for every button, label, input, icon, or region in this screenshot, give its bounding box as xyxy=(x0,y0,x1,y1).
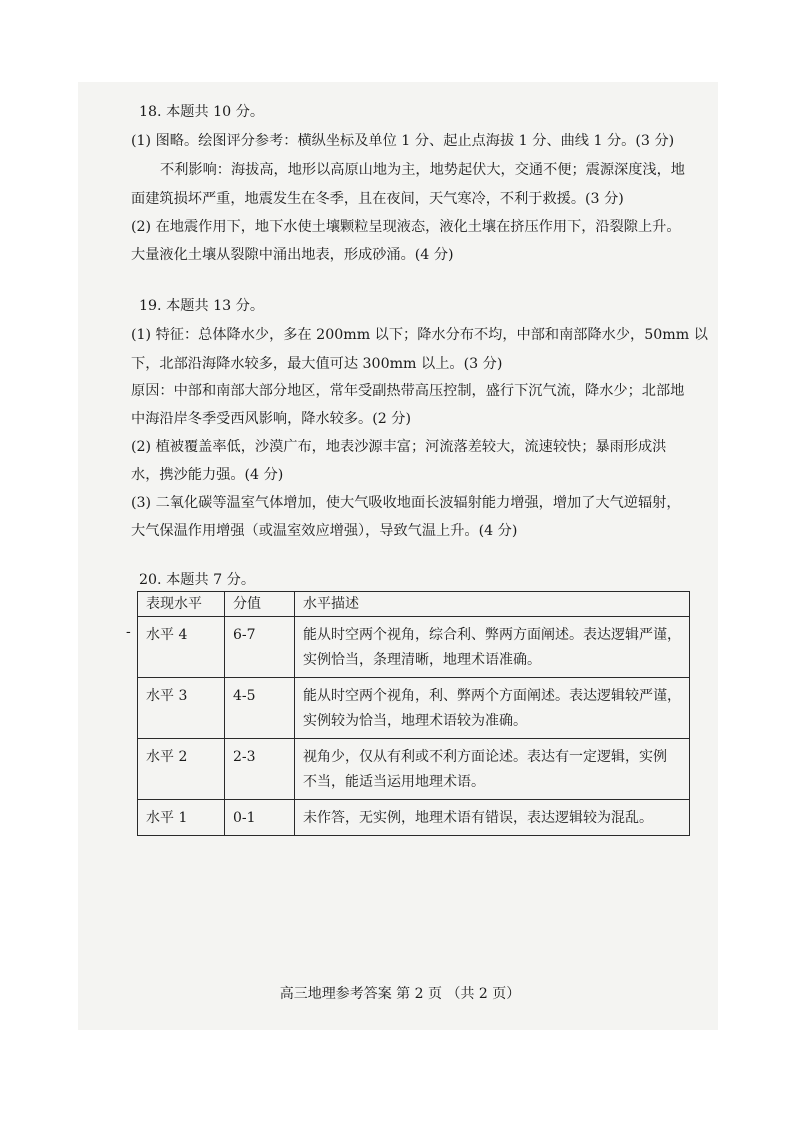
cell-desc xyxy=(295,617,690,678)
page-footer: 高三地理参考答案 第 2 页 （共 2 页） xyxy=(279,986,521,1002)
cell-score: 4-5 xyxy=(225,678,295,739)
cell-level: 水平 1 xyxy=(138,800,225,836)
table-row xyxy=(138,739,690,800)
q18-line: 面建筑损坏严重，地震发生在冬季，且在夜间，天气寒冷，不利于救援。(3 分) xyxy=(131,191,624,207)
table-row xyxy=(138,800,690,836)
q18-line: (1) 图略。绘图评分参考：横纵坐标及单位 1 分、起止点海拔 1 分、曲线 1 分。(3 分) xyxy=(131,133,675,149)
cell-level: 水平 4 xyxy=(138,617,225,678)
cell-score: 0-1 xyxy=(225,800,295,836)
cell-level: 水平 2 xyxy=(138,739,225,800)
table-row xyxy=(138,678,690,739)
desc-line: 实例较为恰当，地理术语较为准确。 xyxy=(303,713,527,729)
cell-score: 6-7 xyxy=(225,617,295,678)
q19-title: 19. 本题共 13 分。 xyxy=(139,298,265,314)
cell-level: 水平 3 xyxy=(138,678,225,739)
q18-line: (2) 在地震作用下，地下水使土壤颗粒呈现液态，液化土壤在挤压作用下，沿裂隙上升。 xyxy=(131,219,681,235)
desc-line: 实例恰当，条理清晰，地理术语准确。 xyxy=(303,652,541,668)
desc-line: 不当，能适当运用地理术语。 xyxy=(303,774,485,790)
desc-line: 视角少，仅从有利或不利方面论述。表达有一定逻辑，实例 xyxy=(303,749,667,765)
header-desc: 水平描述 xyxy=(295,592,690,617)
table-header-row xyxy=(138,592,690,617)
desc-line: 未作答，无实例，地理术语有错误，表达逻辑较为混乱。 xyxy=(303,810,653,826)
cell-score: 2-3 xyxy=(225,739,295,800)
scoring-table xyxy=(137,591,690,836)
q19-line: 大气保温作用增强（或温室效应增强），导致气温上升。(4 分) xyxy=(131,523,518,539)
header-level: 表现水平 xyxy=(138,592,225,617)
q19-line: 水，携沙能力强。(4 分) xyxy=(131,467,284,483)
table-row xyxy=(138,617,690,678)
cell-desc xyxy=(295,800,690,836)
q18-line: 不利影响：海拔高，地形以高原山地为主，地势起伏大，交通不便；震源深度浅，地 xyxy=(160,162,685,178)
q19-line: (1) 特征：总体降水少，多在 200mm 以下；降水分布不均，中部和南部降水少，50mm 以 xyxy=(131,327,708,343)
header-score: 分值 xyxy=(225,592,295,617)
cell-desc xyxy=(295,739,690,800)
q19-line: 下，北部沿海降水较多，最大值可达 300mm 以上。(3 分) xyxy=(131,356,503,372)
q19-line: 原因：中部和南部大部分地区，常年受副热带高压控制，盛行下沉气流，降水少；北部地 xyxy=(131,383,685,399)
margin-mark: - xyxy=(126,624,131,640)
cell-desc xyxy=(295,678,690,739)
q19-line: 中海沿岸冬季受西风影响，降水较多。(2 分) xyxy=(131,411,411,427)
q18-line: 大量液化土壤从裂隙中涌出地表，形成砂涌。(4 分) xyxy=(131,247,454,263)
q18-title: 18. 本题共 10 分。 xyxy=(139,104,265,120)
q19-line: (2) 植被覆盖率低，沙漠广布，地表沙源丰富；河流落差较大，流速较快；暴雨形成洪 xyxy=(131,439,667,455)
desc-line: 能从时空两个视角，综合利、弊两方面阐述。表达逻辑严谨， xyxy=(303,627,681,643)
q20-title: 20. 本题共 7 分。 xyxy=(139,572,256,588)
q19-line: (3) 二氧化碳等温室气体增加，使大气吸收地面长波辐射能力增强，增加了大气逆辐射， xyxy=(131,495,681,511)
desc-line: 能从时空两个视角，利、弊两个方面阐述。表达逻辑较严谨， xyxy=(303,688,681,704)
